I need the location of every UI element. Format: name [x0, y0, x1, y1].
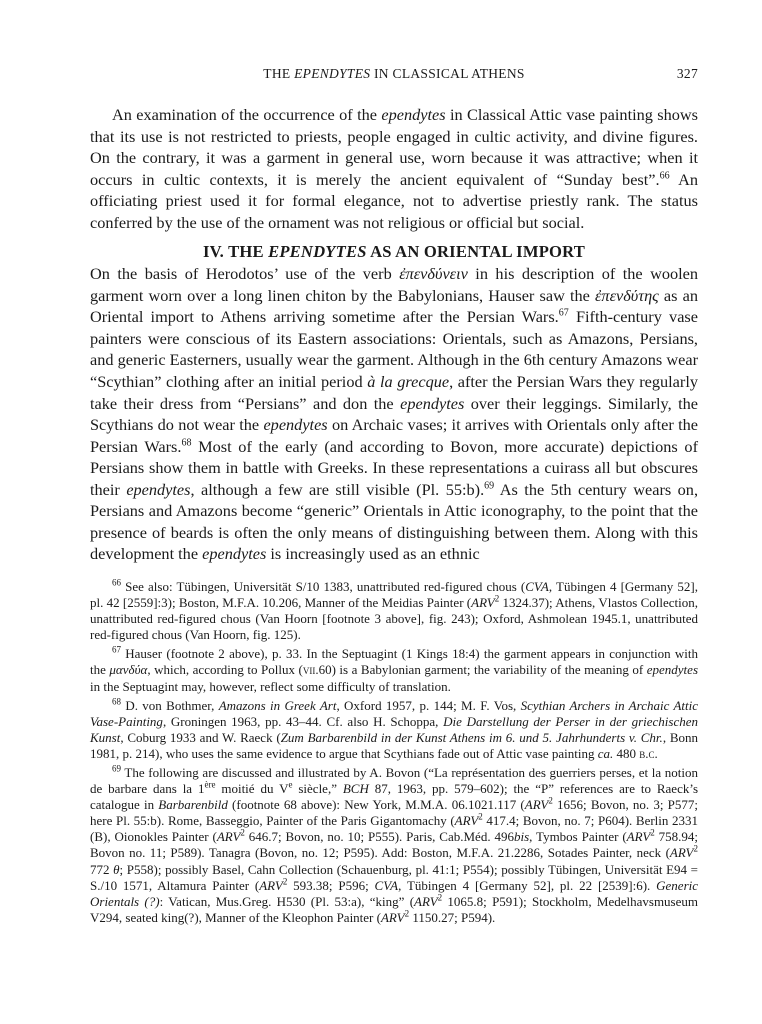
text-run: An examination of the occurrence of the [112, 105, 382, 124]
page-number: 327 [676, 66, 698, 81]
text-run: à la grecque [367, 372, 450, 392]
footnote-67 [90, 646, 698, 694]
text-run: Most of the early (and according to Bovon, more accurate) depictions of Persians show them in battle with Greeks. In these representations a cuirass all but obscures their [90, 436, 698, 499]
text-run: , Bonn 1981, p. 214), who uses the same evidence to argue that Scythians fade out of Attic vase painting [90, 729, 699, 761]
text-run: , Coburg 1933 and W. Raeck ( [120, 729, 281, 745]
text-run: AS AN ORIENTAL IMPORT [366, 242, 586, 262]
text-run: over their leggings. Similarly, the Scythians do not wear the [90, 393, 698, 435]
text-run: 772 [90, 861, 114, 877]
text-run: An officiating priest used it for formal elegance, not to advertise priestly rank. The status conferred by the use of the ornament was not religious or official but social. [90, 169, 698, 232]
text-run: 417.4; Bovon, no. 7; P604). Berlin 2331 (B), Oionokles Painter ( [90, 813, 698, 845]
text-run: , Oxford 1957, p. 144; M. F. Vos, [336, 697, 521, 713]
text-run: See also: Tübingen, Universität S/10 1383, unattributed red-figured chous ( [121, 578, 526, 594]
text-run: 1150.27; P594). [409, 909, 496, 925]
text-run: On the basis of Herodotos’ use of the verb [90, 264, 400, 284]
text-run: , Tymbos Painter ( [529, 829, 627, 845]
section-heading [90, 241, 698, 263]
text-run: 2 [240, 828, 245, 839]
text-run: bis [513, 829, 530, 845]
running-title [90, 66, 698, 82]
text-run: 480 [613, 745, 640, 761]
text-run: 593.38; P596; [287, 877, 375, 893]
text-run: , which, according to Pollux ( [147, 662, 303, 678]
text-run: .60) is a Babylonian garment; the variability of the meaning of [315, 662, 647, 678]
text-run: 69 [112, 763, 121, 774]
text-run: Zum Barbarenbild in der Kunst Athens im 6. und 5. Jahrhunderts v. Chr. [280, 729, 663, 745]
text-run: ARV [669, 845, 694, 861]
text-run: ependytes [646, 662, 699, 678]
text-run: , although a few are still visible (Pl. 55:b). [190, 479, 485, 499]
footnotes [90, 579, 698, 926]
text-run: in his description of the woolen garment worn over a long linen chiton by the Babylonians, Hauser saw the [90, 264, 698, 305]
text-run: ARV [471, 595, 495, 611]
text-run: CVA [374, 877, 399, 893]
text-run: is increasingly used as an ethnic [266, 544, 480, 564]
text-run: , Tübingen 4 [Germany 52], pl. 22 [2539]:6). [398, 877, 657, 893]
text-run: as an Oriental import to Athens arriving sometime after the Persian Wars. [90, 285, 699, 327]
text-run: ependytes [202, 544, 267, 564]
text-run: , after the Persian Wars they regularly take their dress from “Persians” and don the [90, 372, 698, 413]
text-run: siècle,” [292, 781, 343, 797]
text-run: The following are discussed and illustrated by A. Bovon (“La représentation des guerriers perses, et la notion de barbare dans la 1 [90, 764, 698, 797]
text-run: D. von Bothmer, [121, 697, 219, 713]
text-run: EPENDYTES [268, 242, 367, 262]
text-run: : Vatican, Mus.Greg. H530 (Pl. 53:a), “king” ( [159, 893, 415, 909]
paragraph-intro [90, 104, 698, 233]
text-run: ARV [259, 877, 283, 893]
text-run: ependytes [400, 393, 465, 413]
text-run: 2 [494, 593, 500, 604]
text-run: moitié du V [215, 781, 289, 797]
text-run: 2 [404, 908, 410, 919]
text-run: b.c. [639, 745, 658, 761]
text-run: ARV [380, 909, 405, 925]
text-run: Hauser (footnote 2 above), p. 33. In the Septuagint (1 Kings 18:4) the garment appears in conjunction with the [90, 646, 698, 678]
footnote-ref-66[interactable]: 66 [659, 170, 670, 182]
footnote-69 [90, 765, 698, 926]
text-run: ἐπενδύτης [595, 285, 659, 305]
text-run: ARV [216, 829, 241, 845]
text-run: 1324.37); Athens, Vlastos Collection, unattributed red-figured chous (Van Hoorn [footnote 3 above], fig. 243); Oxford, Ashmolean 1945.1, unattributed red-figured chous (Van Hoorn, fig. 125). [90, 595, 698, 643]
text-run: vii [302, 662, 316, 678]
text-run: 2 [693, 844, 698, 855]
text-run: 67 [112, 644, 121, 655]
text-run: ca. [597, 745, 614, 761]
text-run: e [288, 779, 293, 790]
text-run: ère [204, 779, 216, 790]
text-run: ependytes [126, 479, 191, 499]
text-run: EPENDYTES [294, 66, 371, 81]
footnote-66 [90, 579, 698, 643]
text-run: 66 [112, 577, 121, 588]
text-run: Fifth-century vase painters were conscious of its Eastern associations: Orientals, such as Amazons, Persians, and generic Easterners, usually wear the garment. Although in the 6th century Amazons wear “Scythian” clothing after an initial period [90, 307, 698, 392]
text-run: 646.7; Bovon, no. 10; P555). Paris, Cab.Méd. 496 [244, 829, 514, 845]
footnote-ref-69[interactable]: 69 [484, 480, 495, 492]
text-run: Generic Orientals (?) [90, 877, 699, 909]
paragraph-oriental-import [90, 263, 698, 565]
text-run: ARV [524, 797, 549, 813]
text-run: 758.94; Bovon no. 11; P589). Tanagra (Bovon, no. 12; P595). Add: Boston, M.F.A. 21.2286, Sotades Painter, neck ( [90, 829, 699, 861]
text-run: 2 [437, 892, 443, 903]
page [90, 64, 698, 929]
text-run: , Tübingen 4 [Germany 52], pl. 42 [2559]:3); Boston, M.F.A. 10.206, Manner of the Meidias Painter ( [90, 578, 698, 611]
text-run: THE [263, 66, 295, 81]
text-run: on Archaic vases; it arrives with Orientals only after the Persian Wars. [90, 415, 698, 456]
text-run: 1656; Bovon, no. 3; P577; here Pl. 55:b). Rome, Basseggio, Painter of the Paris Gigantomachy ( [90, 797, 698, 829]
text-run: BCH [342, 781, 369, 797]
running-head [90, 64, 698, 86]
text-run: ARV [414, 893, 438, 909]
text-run: in the Septuagint may, however, reflect some difficulty of translation. [90, 678, 451, 694]
text-run: ARV [626, 829, 651, 845]
text-run: Scythian Archers in Archaic Attic Vase-Painting [90, 697, 699, 729]
text-run: , Groningen 1963, pp. 43–44. Cf. also H. Schoppa, [162, 713, 444, 729]
text-run: IN CLASSICAL ATHENS [370, 66, 525, 81]
text-run: CVA [525, 578, 549, 594]
text-run: Barbarenbild [158, 797, 228, 813]
text-run: 2 [282, 876, 288, 887]
text-run: θ [113, 861, 120, 877]
text-run: ἐπενδύνειν [399, 264, 468, 284]
footnote-ref-67[interactable]: 67 [558, 307, 569, 319]
text-run: ; P558); possibly Basel, Cahn Collection (Schauenburg, pl. 41:1; P554); possibly Tübingen, Universität E94 = S./10 1571, Altamura Painter ( [90, 861, 698, 893]
footnote-68 [90, 698, 698, 762]
text-run: Die Darstellung der Perser in der griechischen Kunst [90, 713, 699, 745]
text-run: μανδύα [109, 662, 148, 678]
text-run: ependytes [381, 105, 446, 124]
text-run: in Classical Attic vase painting shows that its use is not restricted to priests, people engaged in cultic activity, and divine figures. On the contrary, it was a garment in general use, worn because it was attractive; when it occurs in cultic contexts, it is merely the ancient equivalent of “Sunday best”. [90, 105, 698, 189]
text-run: 1065.8; P591); Stockholm, Medelhavsmuseum V294, seated king(?), Manner of the Kleophon Painter ( [90, 893, 698, 925]
text-run: 2 [478, 811, 483, 822]
text-run: As the 5th century wears on, Persians and Amazons become “generic” Orientals in Attic iconography, to the point that the presence of beards is often the only means of distinguishing between them. Along with this development the [90, 479, 699, 564]
text-run: (footnote 68 above): New York, M.M.A. 06.1021.117 ( [227, 797, 525, 813]
text-run: 87, 1963, pp. 579–602); the “P” references are to Raeck’s catalogue in [90, 781, 699, 813]
text-run: Amazons in Greek Art [218, 697, 337, 713]
text-run: IV. THE [202, 242, 269, 262]
footnote-ref-68[interactable]: 68 [181, 437, 192, 449]
text-run: 2 [650, 828, 655, 839]
text-run: 2 [548, 795, 553, 806]
text-run: ARV [454, 813, 479, 829]
text-run: ependytes [263, 415, 328, 435]
text-run: 68 [112, 696, 121, 707]
